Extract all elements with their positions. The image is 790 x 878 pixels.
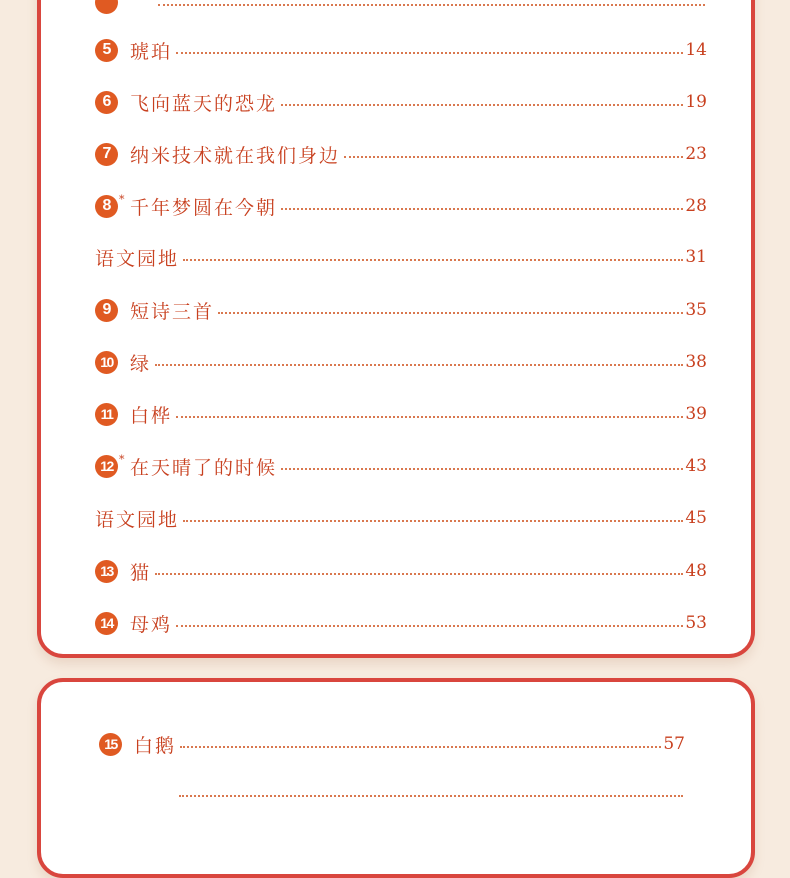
- leader-dots: [281, 208, 683, 210]
- lesson-number-badge: 9: [95, 299, 118, 322]
- page-number: 28: [685, 196, 707, 216]
- lesson-title: 琥珀: [130, 40, 173, 63]
- toc-entry[interactable]: [95, 556, 707, 586]
- toc-entry[interactable]: [95, 0, 707, 17]
- leader-dots: [344, 156, 683, 158]
- page-number: 57: [663, 734, 685, 754]
- lesson-number-badge: 11: [95, 403, 118, 426]
- page-number: 38: [685, 352, 707, 372]
- toc-entry[interactable]: [99, 729, 685, 759]
- leader-dots: [176, 416, 683, 418]
- toc-entry[interactable]: [95, 35, 707, 65]
- page-number: 19: [685, 92, 707, 112]
- toc-entry[interactable]: [95, 139, 707, 169]
- lesson-title: 猫: [130, 561, 152, 584]
- lesson-title: 飞向蓝天的恐龙: [130, 92, 278, 115]
- lesson-title: 在天晴了的时候: [130, 456, 278, 479]
- leader-dots: [176, 52, 683, 54]
- toc-entry[interactable]: [95, 295, 707, 325]
- leader-dots: [180, 746, 661, 748]
- leader-dots: [281, 104, 683, 106]
- page-number: 39: [685, 404, 707, 424]
- lesson-title: 绿: [130, 352, 152, 375]
- section-title: 语文园地: [95, 508, 180, 531]
- lesson-number-badge: 15: [99, 733, 122, 756]
- page-number: 53: [685, 613, 707, 633]
- page-number: 43: [685, 456, 707, 476]
- page-number: 23: [685, 144, 707, 164]
- leader-dots: [183, 259, 683, 261]
- leader-dots: [179, 795, 683, 797]
- toc-entry[interactable]: [95, 399, 707, 429]
- toc-card-1: [37, 0, 755, 658]
- page-number: 35: [685, 300, 707, 320]
- lesson-title: 纳米技术就在我们身边: [130, 144, 341, 167]
- page-number: 14: [685, 40, 707, 60]
- lesson-number-badge: 5: [95, 39, 118, 62]
- toc-entry[interactable]: [95, 87, 707, 117]
- toc-entry[interactable]: 8 * 千年梦圆在今朝 28: [95, 191, 707, 221]
- leader-dots: [218, 312, 683, 314]
- lesson-number-badge: 8: [95, 195, 118, 218]
- toc-entry[interactable]: [95, 347, 707, 377]
- lesson-title: 短诗三首: [130, 300, 215, 323]
- leader-dots: [281, 468, 683, 470]
- lesson-number-badge: 12: [95, 455, 118, 478]
- lesson-title: 千年梦圆在今朝: [130, 196, 278, 219]
- lesson-number-badge: 6: [95, 91, 118, 114]
- leader-dots: [155, 364, 683, 366]
- lesson-number-badge: [95, 0, 118, 14]
- leader-dots: [155, 573, 683, 575]
- lesson-number-badge: 10: [95, 351, 118, 374]
- lesson-number-badge: 14: [95, 612, 118, 635]
- page-number: 45: [685, 508, 707, 528]
- lesson-title: 母鸡: [130, 613, 173, 636]
- lesson-title: 白桦: [130, 404, 173, 427]
- section-title: 语文园地: [95, 247, 180, 270]
- lesson-title: 白鹅: [134, 734, 177, 757]
- lesson-number-badge: 7: [95, 143, 118, 166]
- lesson-number-badge: 13: [95, 560, 118, 583]
- toc-entry[interactable]: [99, 778, 685, 808]
- toc-entry[interactable]: [95, 608, 707, 638]
- toc-entry[interactable]: [95, 242, 707, 272]
- page-number: 31: [685, 247, 707, 267]
- toc-card-2: [37, 678, 755, 878]
- leader-dots: [176, 625, 683, 627]
- page-number: 48: [685, 561, 707, 581]
- toc-entry[interactable]: 12 * 在天晴了的时候 43: [95, 451, 707, 481]
- leader-dots: [158, 4, 705, 6]
- toc-entry[interactable]: [95, 503, 707, 533]
- leader-dots: [183, 520, 683, 522]
